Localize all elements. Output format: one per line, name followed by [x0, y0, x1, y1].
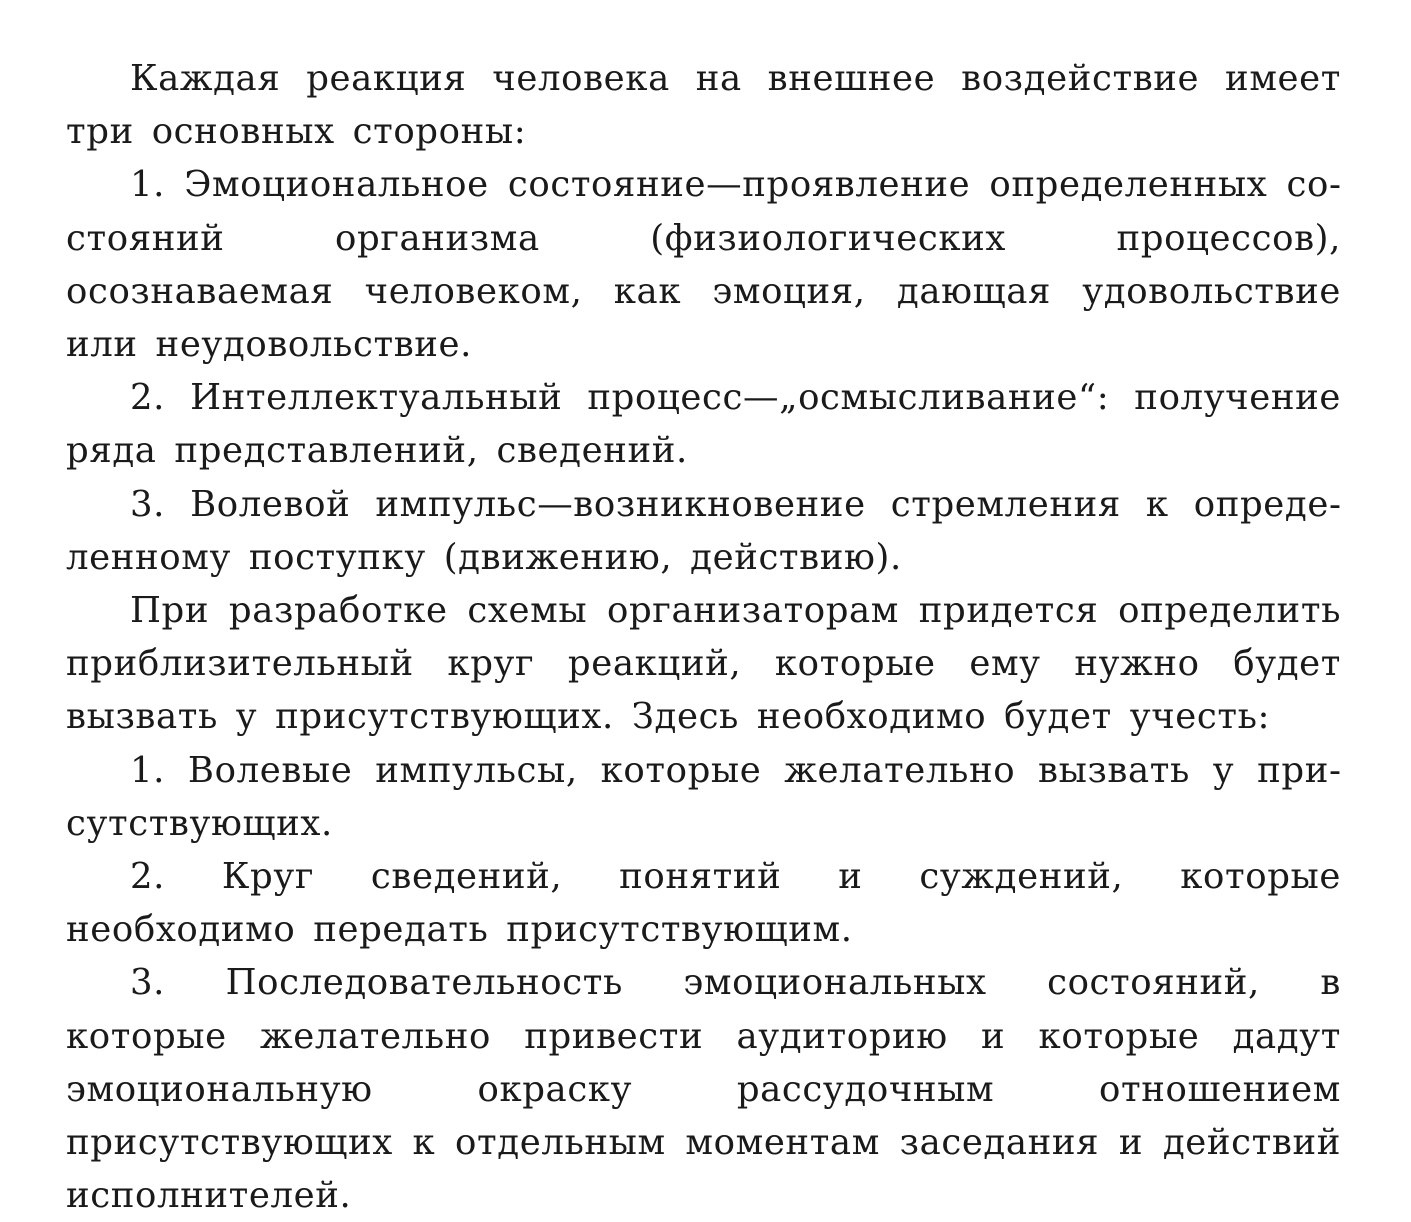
list-item-emotional-state: 1. Эмоциональное состояние—проявление определенных состояний организма (физиологических процессов), осознаваемая человеком, как эмоция, дающая удовольствие или неудовольствие. — [66, 164, 1341, 366]
list-item-intellectual-process: 2. Интеллектуальный процесс—„осмысливание“: получение ряда представлений, сведений. — [66, 377, 1341, 472]
list-item-volitional-impulse: 3. Волевой импульс—возникновение стремления к определенному поступку (движению, действию). — [66, 483, 1341, 578]
intro-paragraph: Каждая реакция человека на внешнее воздействие имеет три основных стороны: — [66, 58, 1341, 153]
list-item-volitional-impulses: 1. Волевые импульсы, которые желательно вызвать у присутствующих. — [66, 749, 1341, 844]
list-item-emotional-sequence: 3. Последовательность эмоциональных состояний, в которые желательно привести аудиторию и которые дадут эмоциональную окраску рассудочным отношением присутствующих к отдельным моментам заседания и действий исполнителей. — [66, 962, 1341, 1217]
document-page — [66, 52, 1341, 1222]
list-item-circle-of-information: 2. Круг сведений, понятий и суждений, которые необходимо передать присутствующим. — [66, 856, 1341, 951]
scheme-development-paragraph: При разработке схемы организаторам придется определить приблизительный круг реакций, которые ему нужно будет вызвать у присутствующих. Здесь необходимо будет учесть: — [66, 590, 1341, 738]
